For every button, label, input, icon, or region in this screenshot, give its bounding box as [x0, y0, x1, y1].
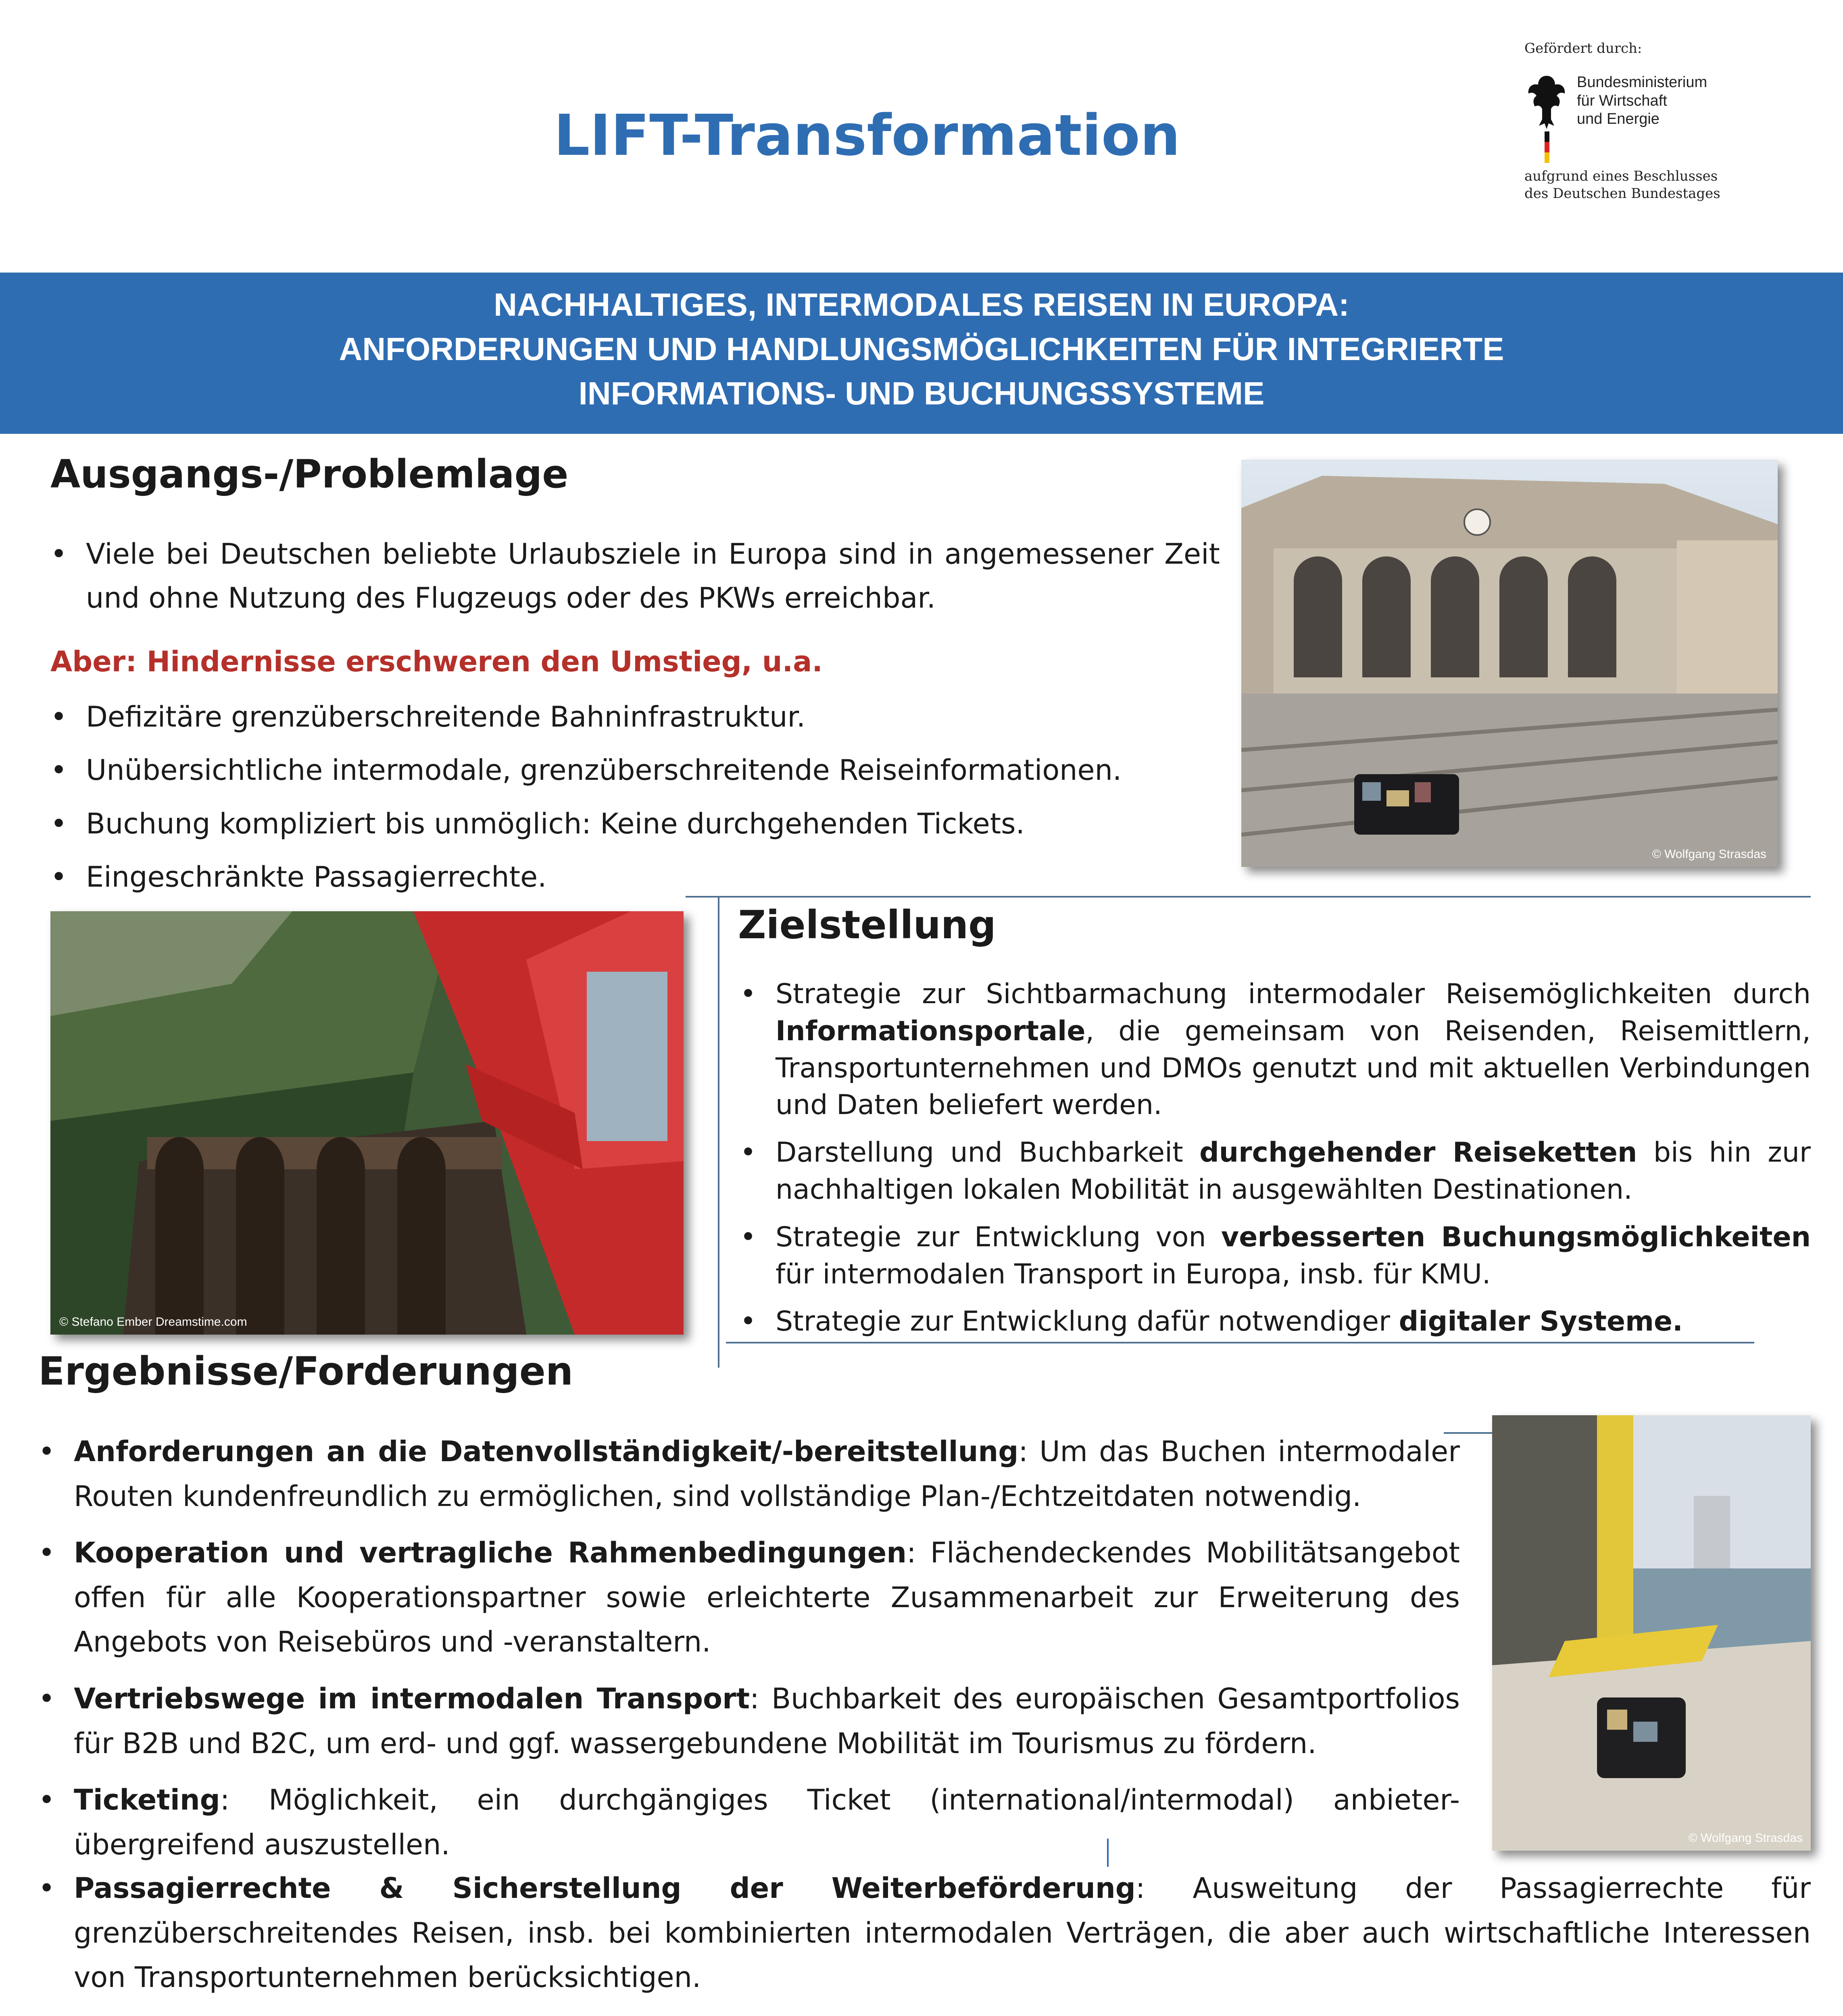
banner-line-3: INFORMATIONS- UND BUCHUNGSSYSTEME	[578, 375, 1265, 411]
ergebnisse-heading: Ergebnisse/Forderungen	[38, 1349, 573, 1394]
list-item: • Strategie zur Entwicklung dafür notwendiger digitaler Systeme.	[740, 1303, 1811, 1340]
funding-block	[1524, 40, 1807, 202]
station-photo-credit: © Wolfgang Strasdas	[1652, 848, 1766, 861]
resolution-line-1: aufgrund eines Beschlusses	[1524, 168, 1718, 184]
train-photo-credit: © Stefano Ember Dreamstime.com	[59, 1315, 247, 1329]
list-item: • Defizitäre grenzüberschreitende Bahninfrastruktur.	[50, 695, 1220, 739]
train-photo	[50, 911, 684, 1335]
station-photo-image	[1241, 460, 1778, 867]
federal-eagle-icon	[1524, 71, 1569, 164]
zielstellung-list	[740, 976, 1811, 1340]
zielstellung-underline	[726, 1342, 1754, 1343]
funding-prefix: Gefördert durch:	[1524, 40, 1642, 56]
list-item: • Vertriebswege im intermodalen Transport: Buchbarkeit des europäischen Gesamtportfolios für B2B und B2C, um erd- und ggf. wassergebundene Mobilität im Tourismus zu fördern.	[38, 1677, 1460, 1766]
zielstellung-heading: Zielstellung	[738, 902, 996, 948]
ministry-line-3: und Energie	[1577, 110, 1660, 128]
banner-line-1: NACHHALTIGES, INTERMODALES REISEN IN EUROPA:	[494, 287, 1349, 323]
ausgangslage-list	[50, 532, 1220, 899]
list-item: • Anforderungen an die Datenvollständigkeit/-bereitstellung: Um das Buchen intermodaler Routen kundenfreundlich zu ermöglichen, sind vollständige Plan-/Echtzeitdaten notwendig.	[38, 1429, 1460, 1518]
list-item: • Strategie zur Entwicklung von verbesserten Buchungsmöglichkeiten für intermodalen Transport in Europa, insb. für KMU.	[740, 1219, 1811, 1293]
list-item: • Passagierrechte & Sicherstellung der Weiterbeförderung: Ausweitung der Passagierrechte für grenzüberschreitendes Reisen, insb. bei kombinierten intermodalen Verträgen, die aber auch wirtschaftliche Interessen von Transportunternehmen berücksichtigen.	[38, 1866, 1811, 2000]
ausgangslage-intro: • Viele bei Deutschen beliebte Urlaubsziele in Europa sind in angemessener Zeit und ohne Nutzung des Flugzeugs oder des PKWs erreichbar.	[50, 532, 1220, 620]
harbor-photo-image	[1492, 1415, 1811, 1851]
ergebnisse-list-upper	[38, 1429, 1460, 1867]
ausgangslage-aber: Aber: Hindernisse erschweren den Umstieg, u.a.	[50, 645, 823, 678]
list-item: • Buchung kompliziert bis unmöglich: Keine durchgehenden Tickets.	[50, 802, 1220, 846]
station-photo	[1241, 460, 1778, 867]
ausgangslage-heading: Ausgangs-/Problemlage	[50, 452, 569, 497]
list-item: • Darstellung und Buchbarkeit durchgehender Reiseketten bis hin zur nachhaltigen lokalen Mobilität in ausgewählten Destinationen.	[740, 1134, 1811, 1208]
section-divider-top	[686, 896, 1811, 898]
ministry-line-2: für Wirtschaft	[1577, 92, 1667, 109]
list-item: • Ticketing: Möglichkeit, ein durchgängiges Ticket (international/intermodal) anbieter-übergreifend auszustellen.	[38, 1778, 1460, 1867]
ministry-line-1: Bundesministerium	[1577, 74, 1707, 91]
train-photo-image	[50, 911, 684, 1335]
harbor-photo-credit: © Wolfgang Strasdas	[1688, 1831, 1803, 1845]
harbor-photo	[1492, 1415, 1811, 1851]
ergebnisse-list-lower	[38, 1866, 1811, 2016]
section-divider-vertical	[718, 896, 719, 1368]
list-item: • Strategie zur Sichtbarmachung intermodaler Reisemöglichkeiten durch Informationsportale, die gemeinsam von Reisenden, Reisemittlern, Transportunternehmen und DMOs genutzt und mit aktuellen Verbindungen und Daten beliefert werden.	[740, 976, 1811, 1124]
page-title: LIFT-Transformation	[554, 103, 1180, 169]
list-item	[38, 2012, 1811, 2016]
list-item: • Unübersichtliche intermodale, grenzüberschreitende Reiseinformationen.	[50, 748, 1220, 792]
list-item: • Kooperation und vertragliche Rahmenbedingungen: Flächendeckendes Mobilitätsangebot offen für alle Kooperationspartner sowie erleichterte Zusammenarbeit zur Erweiterung des Angebots von Reisebüros und -veranstaltern.	[38, 1531, 1460, 1664]
list-item: • Eingeschränkte Passagierrechte.	[50, 855, 1220, 899]
title-banner	[0, 273, 1843, 434]
resolution-line-2: des Deutschen Bundestages	[1524, 185, 1720, 202]
banner-line-2: ANFORDERUNGEN UND HANDLUNGSMÖGLICHKEITEN FÜR INTEGRIERTE	[339, 331, 1504, 367]
